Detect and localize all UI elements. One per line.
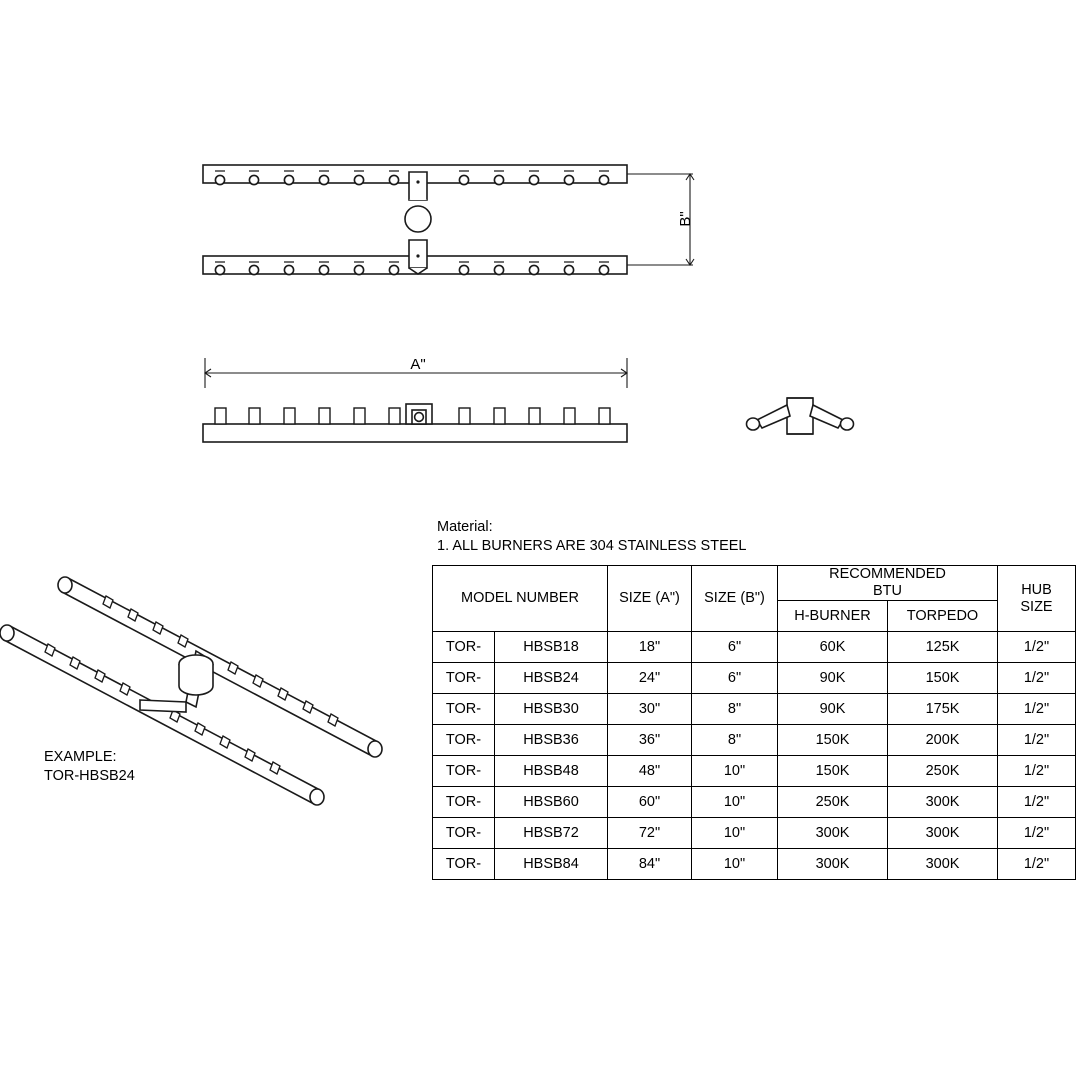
header-torpedo: TORPEDO (888, 601, 998, 632)
spec-table-container (432, 565, 1076, 880)
cell-model: HBSB84 (495, 849, 608, 880)
header-recommended-btu-line2: BTU (873, 583, 902, 599)
cell-hub-size: 1/2" (998, 787, 1076, 818)
cell-size-a: 84" (608, 849, 692, 880)
cell-prefix: TOR- (433, 632, 495, 663)
cell-model: HBSB60 (495, 787, 608, 818)
cell-model: HBSB72 (495, 818, 608, 849)
cell-size-a: 60" (608, 787, 692, 818)
spec-table-body (433, 632, 1076, 880)
cell-hub-size: 1/2" (998, 663, 1076, 694)
cell-h-burner: 90K (778, 694, 888, 725)
table-header-row-1 (433, 566, 1076, 601)
top-view-plan (203, 165, 694, 275)
cell-torpedo: 150K (888, 663, 998, 694)
cell-size-b: 10" (692, 787, 778, 818)
cell-prefix: TOR- (433, 787, 495, 818)
header-hub-size (998, 566, 1076, 632)
cell-size-a: 36" (608, 725, 692, 756)
table-row (433, 694, 1076, 725)
material-notes (437, 518, 746, 556)
cell-prefix: TOR- (433, 756, 495, 787)
table-row (433, 849, 1076, 880)
cell-size-a: 30" (608, 694, 692, 725)
cell-torpedo: 300K (888, 787, 998, 818)
cell-torpedo: 300K (888, 818, 998, 849)
spec-table (432, 565, 1076, 880)
example-model: TOR-HBSB24 (44, 768, 135, 784)
header-hub-size-line2: SIZE (1020, 598, 1053, 615)
cell-model: HBSB30 (495, 694, 608, 725)
cell-h-burner: 250K (778, 787, 888, 818)
cell-size-b: 6" (692, 663, 778, 694)
table-row (433, 663, 1076, 694)
cell-torpedo: 250K (888, 756, 998, 787)
cell-h-burner: 60K (778, 632, 888, 663)
spec-table-head (433, 566, 1076, 632)
cell-torpedo: 300K (888, 849, 998, 880)
header-size-b: SIZE (B") (692, 566, 778, 632)
dimension-label-a: A" (410, 356, 426, 373)
cell-prefix: TOR- (433, 725, 495, 756)
cell-prefix: TOR- (433, 694, 495, 725)
example-notes (44, 748, 135, 786)
cell-hub-size: 1/2" (998, 725, 1076, 756)
table-row (433, 756, 1076, 787)
cell-size-a: 18" (608, 632, 692, 663)
cell-model: HBSB48 (495, 756, 608, 787)
table-row (433, 725, 1076, 756)
cell-size-a: 24" (608, 663, 692, 694)
header-hub-size-line1: HUB (1021, 581, 1052, 598)
cell-hub-size: 1/2" (998, 756, 1076, 787)
material-note-1: 1. ALL BURNERS ARE 304 STAINLESS STEEL (437, 538, 747, 554)
cell-model: HBSB18 (495, 632, 608, 663)
cell-size-a: 48" (608, 756, 692, 787)
cell-size-b: 10" (692, 818, 778, 849)
cell-h-burner: 150K (778, 756, 888, 787)
header-recommended-btu-line1: RECOMMENDED (829, 566, 946, 582)
dimension-label-b: B" (677, 211, 694, 227)
cell-h-burner: 150K (778, 725, 888, 756)
cell-hub-size: 1/2" (998, 694, 1076, 725)
header-h-burner: H-BURNER (778, 601, 888, 632)
cell-hub-size: 1/2" (998, 849, 1076, 880)
table-row (433, 818, 1076, 849)
cell-size-b: 10" (692, 849, 778, 880)
cell-torpedo: 175K (888, 694, 998, 725)
hub-detail-view (747, 398, 854, 434)
material-label: Material: (437, 519, 493, 535)
header-model-number: MODEL NUMBER (433, 566, 608, 632)
cell-model: HBSB24 (495, 663, 608, 694)
cell-h-burner: 90K (778, 663, 888, 694)
table-row (433, 632, 1076, 663)
header-size-a: SIZE (A") (608, 566, 692, 632)
cell-torpedo: 125K (888, 632, 998, 663)
cell-prefix: TOR- (433, 663, 495, 694)
cell-prefix: TOR- (433, 849, 495, 880)
example-label: EXAMPLE: (44, 749, 117, 765)
cell-size-b: 6" (692, 632, 778, 663)
cell-model: HBSB36 (495, 725, 608, 756)
cell-h-burner: 300K (778, 818, 888, 849)
cell-torpedo: 200K (888, 725, 998, 756)
cell-size-b: 10" (692, 756, 778, 787)
cell-size-b: 8" (692, 725, 778, 756)
cell-hub-size: 1/2" (998, 632, 1076, 663)
cell-prefix: TOR- (433, 818, 495, 849)
cell-size-a: 72" (608, 818, 692, 849)
cell-hub-size: 1/2" (998, 818, 1076, 849)
header-recommended-btu (778, 566, 998, 601)
cell-h-burner: 300K (778, 849, 888, 880)
cell-size-b: 8" (692, 694, 778, 725)
table-row (433, 787, 1076, 818)
